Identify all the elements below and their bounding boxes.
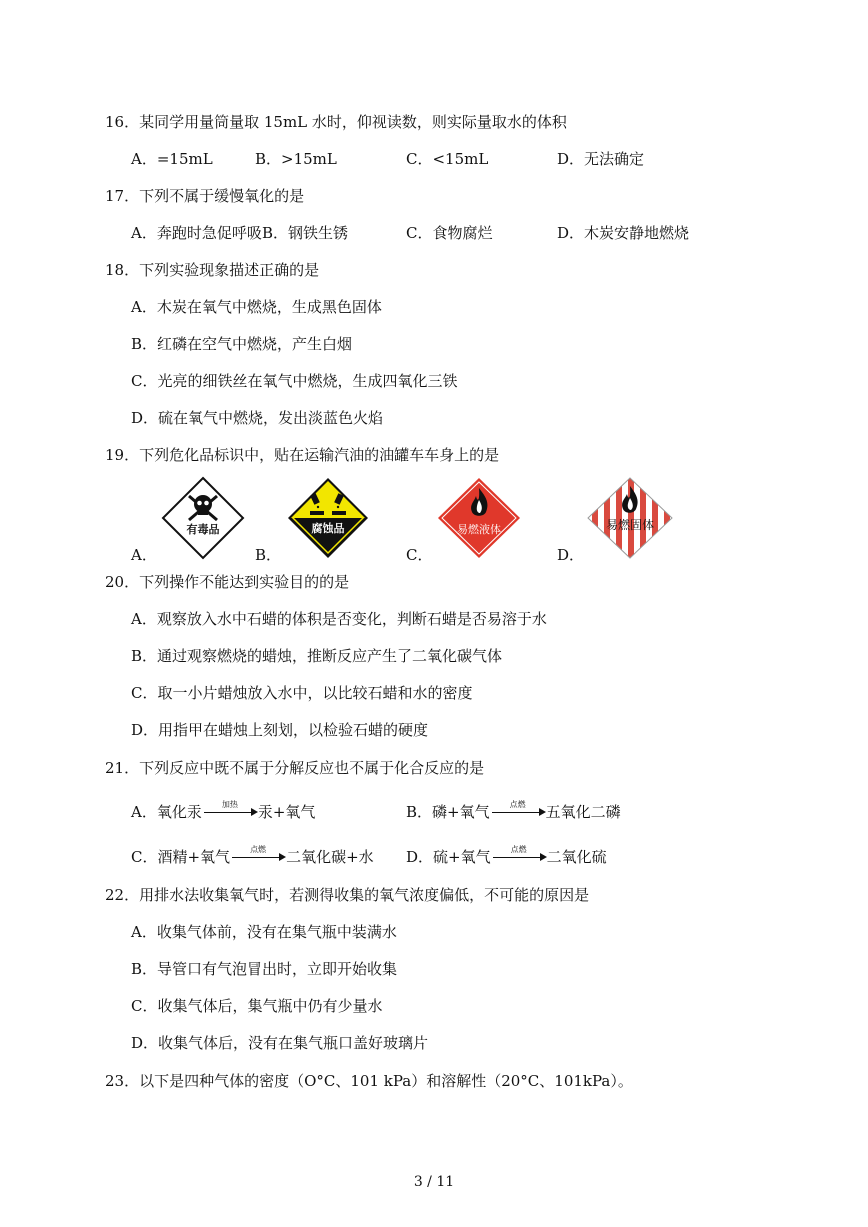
product: 五氧化二磷 (545, 803, 621, 821)
option-d (406, 847, 607, 867)
reactant: 氧化汞 (156, 803, 202, 821)
question-17-stem: 17．下列不属于缓慢氧化的是 (105, 187, 305, 205)
product: 二氧化碳+水 (286, 848, 374, 866)
option-b: B．通过观察燃烧的蜡烛，推断反应产生了二氧化碳气体 (131, 647, 503, 665)
option-d: D．收集气体后，没有在集气瓶口盖好玻璃片 (131, 1034, 429, 1052)
reactant: 磷+氧气 (432, 803, 490, 821)
option-d: D． (557, 546, 585, 564)
flammable-liquid-sign (436, 476, 522, 560)
question-21-stem: 21．下列反应中既不属于分解反应也不属于化合反应的是 (105, 759, 485, 777)
option-b: B．>15mL (255, 150, 337, 168)
option-c: C．<15mL (406, 150, 489, 168)
reactant: 酒精+氧气 (157, 848, 231, 866)
option-c: C．收集气体后，集气瓶中仍有少量水 (131, 997, 383, 1015)
option-c: C．取一小片蜡烛放入水中，以比较石蜡和水的密度 (131, 684, 473, 702)
flammable-solid-sign-label: 易燃固体 (605, 518, 655, 532)
option-a: A． (131, 546, 157, 564)
question-16-stem: 16．某同学用量筒量取 15mL 水时，仰视读数，则实际量取水的体积 (105, 113, 567, 131)
corrosive-sign-label: 腐蚀品 (311, 522, 345, 535)
option-a: A．=15mL (131, 150, 213, 168)
option-d: D．木炭安静地燃烧 (557, 224, 690, 242)
option-c (131, 847, 374, 867)
reaction-condition: 点燃 (250, 845, 267, 854)
option-a: A．收集气体前，没有在集气瓶中装满水 (131, 923, 397, 941)
question-19-stem: 19．下列危化品标识中，贴在运输汽油的油罐车车身上的是 (105, 446, 500, 464)
reaction-condition: 点燃 (510, 845, 527, 854)
option-d: D．用指甲在蜡烛上刻划，以检验石蜡的硬度 (131, 721, 429, 739)
question-20-stem: 20．下列操作不能达到实验目的的是 (105, 573, 350, 591)
option-label: B． (406, 803, 433, 821)
reaction-condition: 点燃 (509, 800, 526, 809)
option-d: D．无法确定 (557, 150, 645, 168)
toxic-sign-label: 有毒品 (186, 523, 220, 536)
reaction-arrow (202, 802, 258, 822)
reaction-arrow (230, 847, 286, 867)
option-label: C． (131, 848, 158, 866)
flammable-solid-sign (586, 476, 674, 560)
reaction-arrow (490, 802, 546, 822)
option-a: A．木炭在氧气中燃烧，生成黑色固体 (131, 298, 382, 316)
option-c: C． (406, 546, 433, 564)
option-b: B． (255, 546, 282, 564)
product: 二氧化硫 (546, 848, 607, 866)
page-number: 3 / 11 (413, 1174, 455, 1190)
question-18-stem: 18．下列实验现象描述正确的是 (105, 261, 320, 279)
option-b (406, 802, 621, 822)
corrosive-sign (286, 476, 370, 560)
option-b: B．红磷在空气中燃烧，产生白烟 (131, 335, 353, 353)
option-b: B．钢铁生锈 (262, 224, 349, 242)
flammable-liquid-sign-label: 易燃液体 (457, 523, 501, 536)
option-a: A．奔跑时急促呼吸 (131, 224, 262, 242)
option-label: A． (131, 803, 157, 821)
reactant: 硫+氧气 (433, 848, 491, 866)
option-a: A．观察放入水中石蜡的体积是否变化，判断石蜡是否易溶于水 (131, 610, 547, 628)
reaction-condition: 加热 (221, 800, 238, 809)
reaction-arrow (491, 847, 547, 867)
option-c: C．食物腐烂 (406, 224, 493, 242)
option-b: B．导管口有气泡冒出时，立即开始收集 (131, 960, 398, 978)
question-22-stem: 22．用排水法收集氧气时，若测得收集的氧气浓度偏低，不可能的原因是 (105, 886, 590, 904)
option-a (131, 802, 315, 822)
product: 汞+氧气 (257, 803, 316, 821)
option-label: D． (406, 848, 434, 866)
question-23-stem: 23．以下是四种气体的密度（O°C、101 kPa）和溶解性（20°C、101kPa）。 (105, 1072, 633, 1090)
option-d: D．硫在氧气中燃烧，发出淡蓝色火焰 (131, 409, 384, 427)
toxic-sign (161, 476, 245, 560)
option-c: C．光亮的细铁丝在氧气中燃烧，生成四氧化三铁 (131, 372, 458, 390)
